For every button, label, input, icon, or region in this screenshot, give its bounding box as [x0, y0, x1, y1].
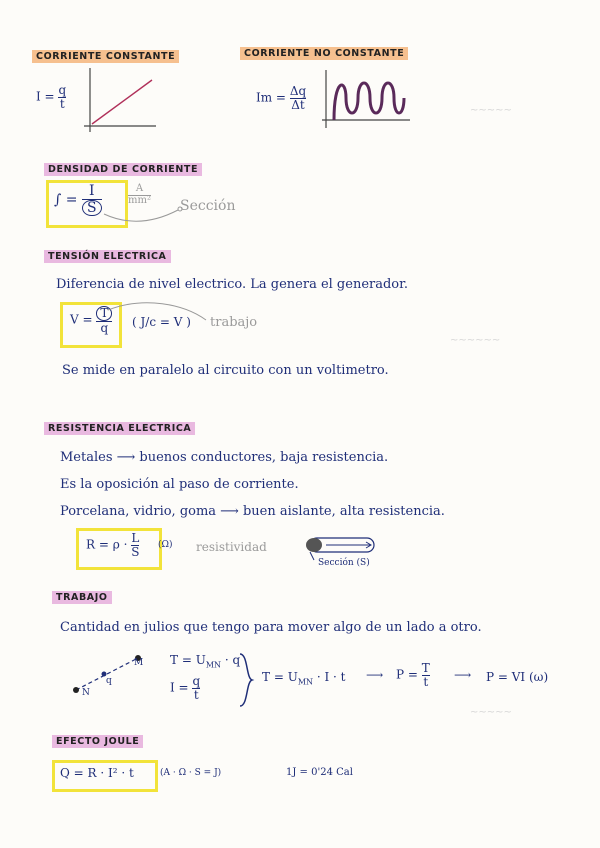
trabajo-note: trabajo	[210, 315, 258, 330]
fraction-den: t	[423, 674, 429, 689]
section-trabajo: TRABAJO	[52, 591, 112, 604]
power-formula-1	[396, 662, 430, 688]
point-n: N	[82, 688, 90, 698]
i-constant-formula	[36, 84, 66, 110]
wave-graph	[320, 68, 412, 130]
section-resistencia: RESISTENCIA ELECTRICA	[44, 422, 195, 435]
fraction-num: T	[421, 661, 430, 675]
fraction-num: q	[58, 83, 67, 97]
section-corriente-constante: CORRIENTE CONSTANTE	[32, 50, 179, 63]
fraction-num: q	[192, 674, 201, 688]
fraction-den: mm²	[128, 194, 151, 206]
formula-sub: MN	[205, 660, 222, 670]
fraction-den: S	[82, 200, 102, 217]
formula-rest: · q	[224, 653, 241, 667]
formula-sub: MN	[297, 677, 314, 687]
tension-line-2: Se mide en paralelo al circuito con un voltimetro.	[62, 363, 389, 378]
power-formula-2: P = VI (ω)	[486, 670, 549, 684]
section-efecto-joule: EFECTO JOULE	[52, 735, 143, 748]
trabajo-pointer	[104, 300, 214, 324]
work-formula-2	[170, 675, 200, 701]
tension-line-1: Diferencia de nivel electrico. La genera el generador.	[56, 277, 409, 292]
formula-rest: · I · t	[316, 670, 346, 684]
section-tension: TENSIÓN ELECTRICA	[44, 250, 171, 263]
fraction	[82, 184, 102, 216]
resistividad-note: resistividad	[196, 540, 267, 554]
point-q: q	[106, 676, 112, 686]
seccion-label: Sección (S)	[318, 558, 370, 568]
fraction	[422, 662, 430, 688]
fraction	[58, 84, 66, 110]
work-formula-3	[262, 670, 345, 686]
bleed-mark: ~~~~~	[470, 707, 512, 718]
seccion-note: Sección	[180, 198, 236, 214]
trabajo-line-1: Cantidad en julios que tengo para mover algo de un lado a otro.	[60, 620, 482, 635]
formula-lhs: V =	[70, 312, 93, 327]
fraction-den: t	[193, 687, 199, 702]
constant-current-graph	[82, 66, 158, 136]
resistencia-line-1: Metales ⟶ buenos conductores, baja resistencia.	[60, 450, 389, 465]
formula-lhs: I =	[170, 680, 189, 695]
fraction-num: A	[135, 183, 144, 194]
resistance-units: (Ω)	[158, 540, 173, 550]
formula-lhs: ∫ =	[54, 192, 78, 209]
calorie-conversion: 1J = 0'24 Cal	[286, 767, 353, 778]
bleed-mark: ~~~~~~	[450, 335, 501, 346]
section-corriente-no-constante: CORRIENTE NO CONSTANTE	[240, 47, 408, 60]
arrow-2: ⟶	[454, 668, 472, 682]
bleed-mark: ~~~~~	[470, 105, 512, 116]
arrow-1: ⟶	[366, 668, 384, 682]
formula-lhs: R = ρ ·	[86, 537, 128, 552]
joule-formula: Q = R · I² · t	[60, 766, 134, 780]
formula-lhs: I =	[36, 89, 55, 104]
formula-lhs: P =	[396, 667, 418, 682]
resistencia-line-3: Porcelana, vidrio, goma ⟶ buen aislante, alta resistencia.	[60, 504, 445, 519]
fraction	[192, 675, 200, 701]
voltage-units: ( J/c = V )	[132, 315, 191, 329]
seccion-pointer	[100, 200, 190, 224]
fraction-den: Δt	[291, 97, 305, 112]
fraction-den: t	[59, 96, 65, 111]
joule-units: (A · Ω · S = J)	[160, 768, 222, 778]
resistance-formula	[86, 532, 139, 558]
fraction-num: T	[96, 306, 112, 321]
formula-lhs: T = U	[170, 653, 206, 667]
density-formula	[54, 184, 102, 216]
resistencia-line-2: Es la oposición al paso de corriente.	[60, 477, 299, 492]
formula-lhs: T = U	[262, 670, 298, 684]
formula-lhs: Im =	[256, 90, 286, 105]
fraction-num: Δq	[289, 84, 307, 98]
work-formula-1	[170, 653, 240, 669]
fraction-den: S	[131, 544, 140, 559]
fraction-num: L	[131, 531, 140, 545]
fraction-num: I	[88, 183, 95, 199]
fraction-den: q	[100, 320, 109, 335]
brace	[236, 650, 256, 710]
section-densidad: DENSIDAD DE CORRIENTE	[44, 163, 202, 176]
fraction	[290, 85, 306, 111]
fraction	[131, 532, 139, 558]
point-m: M	[134, 658, 144, 668]
im-formula	[256, 85, 306, 111]
